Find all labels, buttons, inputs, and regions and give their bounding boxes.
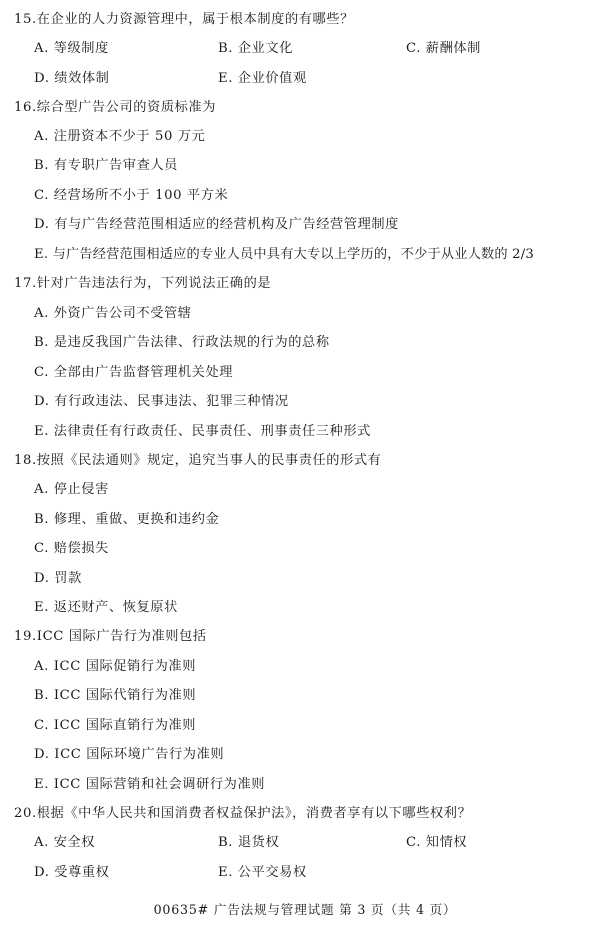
- question-20-option-a: A. 安全权: [34, 835, 96, 850]
- question-17-option-c: C. 全部由广告监督管理机关处理: [34, 365, 234, 380]
- question-15-option-e: E. 企业价值观: [218, 71, 307, 86]
- question-17-option-e: E. 法律责任有行政责任、民事责任、刑事责任三种形式: [34, 424, 371, 439]
- question-15-option-c: C. 薪酬体制: [406, 41, 481, 56]
- question-20-option-d: D. 受尊重权: [34, 865, 110, 880]
- question-17-option-b: B. 是违反我国广告法律、行政法规的行为的总称: [34, 335, 330, 350]
- question-18-option-c: C. 赔偿损失: [34, 541, 109, 556]
- question-19-option-b: B. ICC 国际代销行为准则: [34, 688, 197, 703]
- question-18-option-d: D. 罚款: [34, 571, 82, 586]
- question-18-stem: 18.按照《民法通则》规定，追究当事人的民事责任的形式有: [14, 453, 382, 468]
- question-17-option-a: A. 外资广告公司不受管辖: [34, 306, 192, 321]
- question-16-stem: 16.综合型广告公司的资质标准为: [14, 100, 217, 115]
- question-17-option-d: D. 有行政违法、民事违法、犯罪三种情况: [34, 394, 289, 409]
- question-16-option-c: C. 经营场所不小于 100 平方米: [34, 188, 229, 203]
- question-16-option-b: B. 有专职广告审查人员: [34, 158, 178, 173]
- question-19-option-a: A. ICC 国际促销行为准则: [34, 659, 196, 674]
- question-20-stem: 20.根据《中华人民共和国消费者权益保护法》，消费者享有以下哪些权利？: [14, 806, 472, 821]
- question-18-option-e: E. 返还财产、恢复原状: [34, 600, 178, 615]
- question-18-option-a: A. 停止侵害: [34, 482, 109, 497]
- question-15-option-a: A. 等级制度: [34, 41, 109, 56]
- question-16-option-d: D. 有与广告经营范围相适应的经营机构及广告经营管理制度: [34, 217, 399, 232]
- question-19-option-d: D. ICC 国际环境广告行为准则: [34, 747, 225, 762]
- question-19-option-e: E. ICC 国际营销和社会调研行为准则: [34, 777, 266, 792]
- question-18-option-b: B. 修理、重做、更换和违约金: [34, 512, 220, 527]
- question-19-option-c: C. ICC 国际直销行为准则: [34, 718, 197, 733]
- question-15-option-b: B. 企业文化: [218, 41, 294, 56]
- page-footer: 00635# 广告法规与管理试题 第 3 页（共 4 页）: [153, 902, 457, 917]
- question-15-option-d: D. 绩效体制: [34, 71, 110, 86]
- question-15-stem: 15.在企业的人力资源管理中，属于根本制度的有哪些？: [14, 12, 354, 27]
- question-20-option-c: C. 知情权: [406, 835, 468, 850]
- question-19-stem: 19.ICC 国际广告行为准则包括: [14, 629, 207, 644]
- question-16-option-a: A. 注册资本不少于 50 万元: [34, 129, 206, 144]
- question-20-option-e: E. 公平交易权: [218, 865, 307, 880]
- question-17-stem: 17.针对广告违法行为，下列说法正确的是: [14, 276, 272, 291]
- question-16-option-e: E. 与广告经营范围相适应的专业人员中具有大专以上学历的，不少于从业人数的 2/3: [34, 247, 534, 262]
- question-20-option-b: B. 退货权: [218, 835, 280, 850]
